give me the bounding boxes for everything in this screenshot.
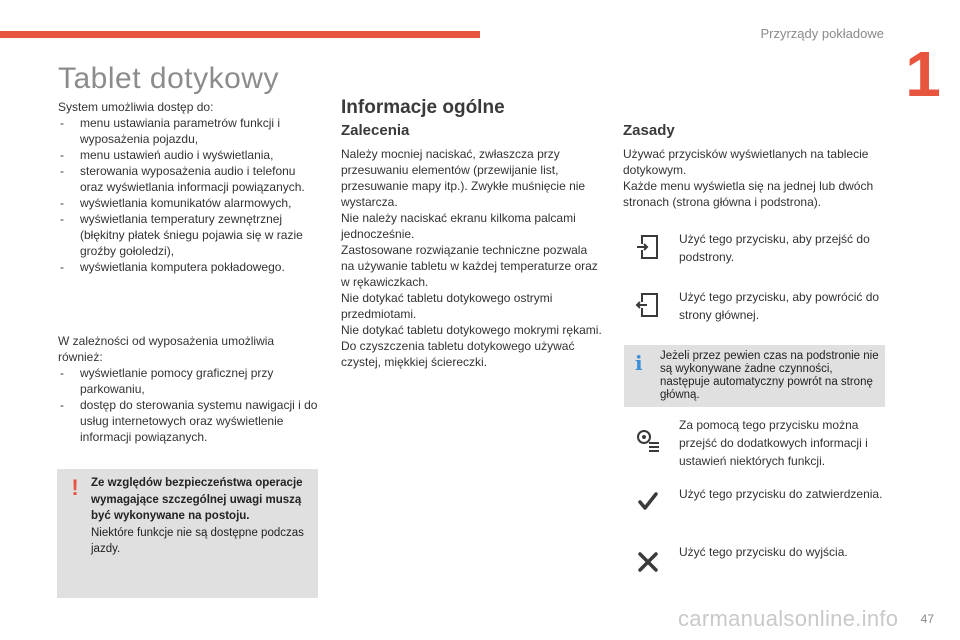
button-description: Użyć tego przycisku, aby przejść do podstrony. [679, 232, 870, 264]
info-icon: i [635, 351, 643, 375]
intro-lead: System umożliwia dostęp do: [58, 100, 214, 114]
warning-box [57, 469, 318, 598]
recommendations-text [341, 146, 603, 370]
list-item: - menu ustawiania parametrów funkcji i wyposażenia pojazdu, [58, 115, 320, 147]
list-item: - wyświetlania komputera pokładowego. [58, 259, 320, 275]
button-description: Za pomocą tego przycisku można przejść do dodatkowych informacji i ustawień niektórych funkcji. [679, 418, 868, 468]
exclamation-icon: ! [71, 475, 79, 500]
button-description: Użyć tego przycisku do zatwierdzenia. [679, 487, 883, 501]
watermark: carmanualsonline.info [678, 606, 899, 631]
button-description: Użyć tego przycisku, aby powrócić do strony głównej. [679, 290, 880, 322]
close-x-icon [635, 549, 661, 575]
enter-page-icon [635, 234, 661, 260]
warning-text [91, 475, 307, 558]
rules-text [623, 146, 885, 210]
recommendations-heading: Zalecenia [341, 122, 410, 139]
page-title: Tablet dotykowy [58, 62, 279, 95]
intro-list [58, 115, 320, 275]
list-item: - sterowania wyposażenia audio i telefonu oraz wyświetlania informacji powiązanych. [58, 163, 320, 195]
settings-menu-icon [635, 428, 661, 454]
info-note [624, 345, 885, 407]
paragraph: Nie należy naciskać ekranu kilkoma palcami jednocześnie. [341, 211, 576, 241]
intro2-list [58, 365, 320, 445]
intro2-lead: W zależności od wyposażenia umożliwia również: [58, 334, 275, 364]
button-description: Użyć tego przycisku do wyjścia. [679, 545, 848, 559]
paragraph: Używać przycisków wyświetlanych na tablecie dotykowym. [623, 147, 869, 177]
list-item: - wyświetlania temperatury zewnętrznej (błękitny płatek śniegu pojawia się w razie groźby gołoledzi), [58, 211, 320, 259]
info-text: Jeżeli przez pewien czas na podstronie nie są wykonywane żadne czynności, następuje automatyczny powrót na stronę główną. [660, 350, 879, 401]
warning-bold-text: Ze względów bezpieczeństwa operacje wymagające szczególnej uwagi muszą być wykonywane na postoju. [91, 477, 303, 522]
top-accent-bar [0, 31, 480, 38]
list-item: - menu ustawień audio i wyświetlania, [58, 147, 320, 163]
back-page-icon [635, 292, 661, 318]
rules-heading: Zasady [623, 122, 675, 139]
warning-normal-text: Niektóre funkcje nie są dostępne podczas jazdy. [91, 526, 304, 555]
list-item: - dostęp do sterowania systemu nawigacji i do usług internetowych oraz wyświetlenie informacji powiązanych. [58, 397, 320, 445]
section-label: Przyrządy pokładowe [760, 26, 884, 41]
checkmark-icon [635, 489, 661, 515]
paragraph: Nie dotykać tabletu dotykowego ostrymi przedmiotami. [341, 291, 553, 321]
paragraph: Należy mocniej naciskać, zwłaszcza przy przesuwaniu elementów (przewijanie list, przesuwanie mapy itp.). Zwykłe muśnięcie nie wystarcza. [341, 147, 586, 209]
intro2-block [58, 333, 320, 445]
paragraph: Do czyszczenia tabletu dotykowego używać czystej, miękkiej ściereczki. [341, 339, 575, 369]
paragraph: Każde menu wyświetla się na jednej lub dwóch stronach (strona główna i podstrona). [623, 179, 874, 209]
page-number: 47 [920, 612, 934, 626]
general-heading: Informacje ogólne [341, 97, 505, 118]
list-item: - wyświetlania komunikatów alarmowych, [58, 195, 320, 211]
list-item: - wyświetlanie pomocy graficznej przy parkowaniu, [58, 365, 320, 397]
intro-block [58, 99, 320, 275]
paragraph: Zastosowane rozwiązanie techniczne pozwala na używanie tabletu w każdej temperaturze oraz w rękawiczkach. [341, 243, 598, 289]
paragraph: Nie dotykać tabletu dotykowego mokrymi rękami. [341, 323, 602, 337]
chapter-number: 1 [905, 38, 941, 110]
